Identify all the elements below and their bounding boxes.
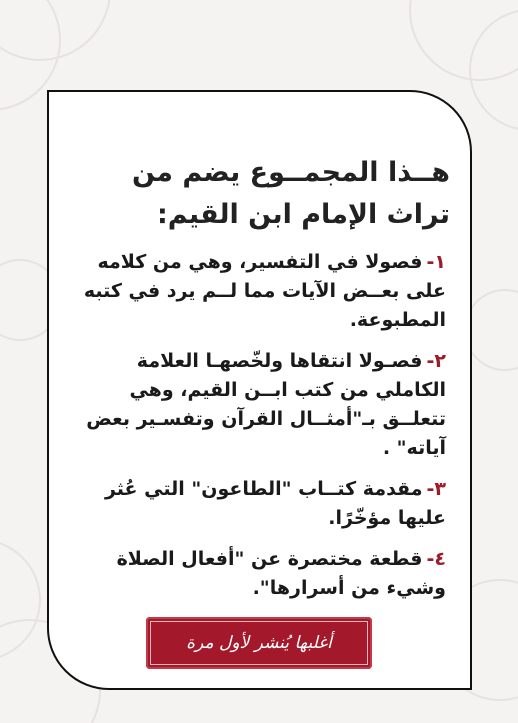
item-number: ٢-	[426, 350, 446, 372]
item-text: فصـولا انتقاها ولخّصهـا العلامة الكاملي من كتب ابــن القيم، وهي تتعلــق بـ"أمثــال القرآن وتفسـير بعض آياته" .	[86, 350, 446, 459]
items-list	[66, 248, 446, 615]
heading	[70, 152, 450, 236]
list-item	[66, 347, 446, 463]
heading-line-2: تراث الإمام ابن القيم:	[156, 199, 450, 230]
list-item	[66, 248, 446, 335]
item-number: ٤-	[426, 548, 446, 570]
list-item	[66, 475, 446, 533]
item-text: قطعة مختصرة عن "أفعال الصلاة وشيء من أسرارها".	[116, 548, 446, 599]
item-text: فصولا في التفسير، وهي من كلامه على بعــض الآيات مما لــم يرد في كتبه المطبوعة.	[83, 251, 446, 331]
list-item	[66, 545, 446, 603]
ribbon-text: أغلبها يُنشر لأول مرة	[186, 633, 332, 653]
first-publication-ribbon	[146, 617, 372, 669]
item-number: ٣-	[426, 478, 446, 500]
heading-line-1: هــذا المجمــوع يضم من	[131, 157, 450, 188]
item-text: مقدمة كتــاب "الطاعون" التي عُثر عليها مؤخّرًا.	[104, 478, 446, 529]
item-number: ١-	[426, 251, 446, 273]
